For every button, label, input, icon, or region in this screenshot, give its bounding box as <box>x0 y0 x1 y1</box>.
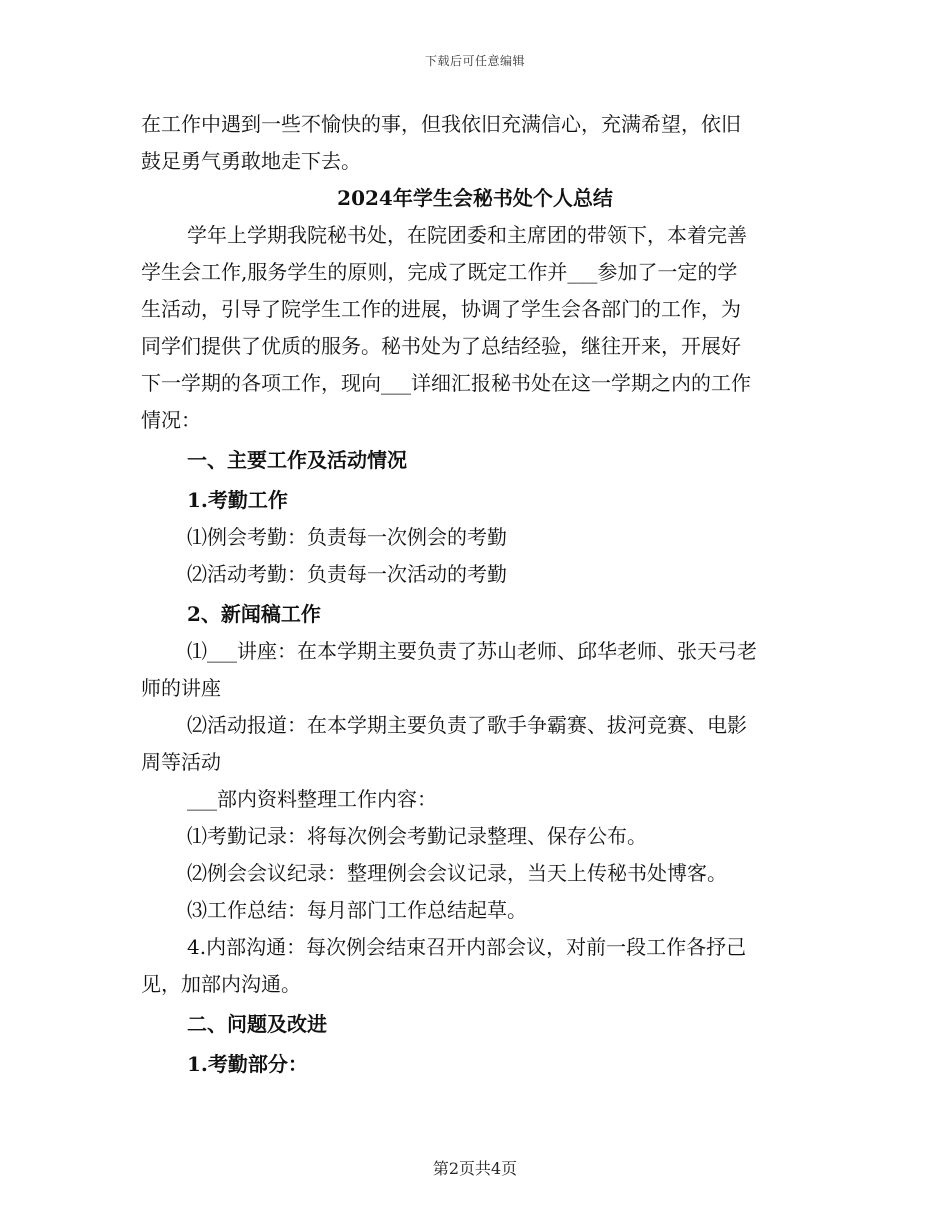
document-body <box>141 106 809 1083</box>
paragraph-line: 鼓足勇气勇敢地走下去。 <box>141 149 361 173</box>
list-item: ⑶工作总结：每月部门工作总结起草。 <box>187 898 527 922</box>
paragraph-line: 情况： <box>141 408 201 432</box>
subsection-heading: 2、新闻稿工作 <box>187 602 321 626</box>
list-item-continued: 见，加部内沟通。 <box>141 972 301 996</box>
list-item-continued: 师的讲座 <box>141 676 221 700</box>
paragraph-line: 在工作中遇到一些不愉快的事，但我依旧充满信心，充满希望，依旧 <box>141 112 741 136</box>
list-item: 4.内部沟通：每次例会结束召开内部会议，对前一段工作各抒己 <box>187 935 747 959</box>
list-item: ⑵例会会议纪录：整理例会会议记录，当天上传秘书处博客。 <box>187 861 727 885</box>
page-number-footer: 第2页共4页 <box>432 1159 518 1178</box>
paragraph-line: 学生会工作,服务学生的原则，完成了既定工作并___参加了一定的学 <box>141 260 738 284</box>
page-header-note: 下载后可任意编辑 <box>424 54 525 68</box>
subsection-heading: 1.考勤工作 <box>187 488 288 512</box>
section-heading: 一、主要工作及活动情况 <box>187 448 407 472</box>
list-item: ⑵活动报道：在本学期主要负责了歌手争霸赛、拔河竞赛、电影 <box>187 713 747 737</box>
document-title: 2024年学生会秘书处个人总结 <box>337 186 613 210</box>
list-item: ⑴考勤记录：将每次例会考勤记录整理、保存公布。 <box>187 824 647 848</box>
paragraph-line: ___部内资料整理工作内容： <box>187 787 437 811</box>
list-item: ⑴___讲座：在本学期主要负责了苏山老师、邱华老师、张天弓老 <box>187 639 757 663</box>
list-item: ⑵活动考勤：负责每一次活动的考勤 <box>187 562 507 586</box>
paragraph-line: 生活动，引导了院学生工作的进展，协调了学生会各部门的工作，为 <box>141 297 741 321</box>
list-item-continued: 周等活动 <box>141 750 221 774</box>
section-heading: 二、问题及改进 <box>187 1012 327 1036</box>
paragraph-line: 同学们提供了优质的服务。秘书处为了总结经验，继往开来，开展好 <box>141 334 741 358</box>
list-item: ⑴例会考勤：负责每一次例会的考勤 <box>187 525 507 549</box>
paragraph-line: 下一学期的各项工作，现向___详细汇报秘书处在这一学期之内的工作 <box>141 371 751 395</box>
subsection-heading: 1.考勤部分： <box>187 1052 308 1076</box>
paragraph-line: 学年上学期我院秘书处，在院团委和主席团的带领下，本着完善 <box>187 223 747 247</box>
